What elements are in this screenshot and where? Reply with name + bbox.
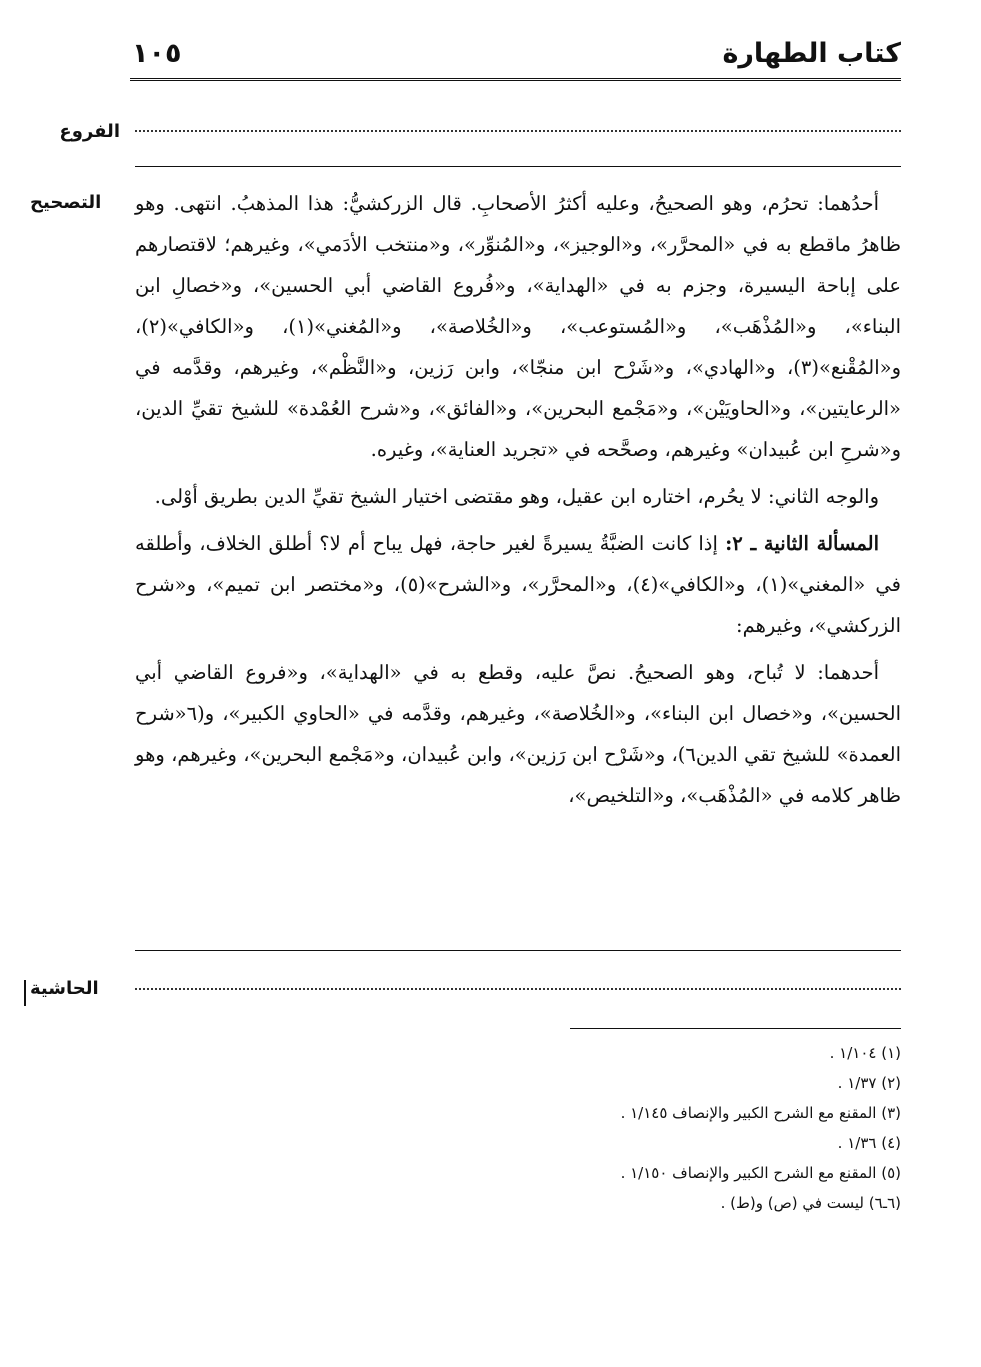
footnote: (٦ـ٦) ليست في (ص) و(ط) . xyxy=(720,1194,901,1212)
furu-dotted-line xyxy=(135,130,901,132)
section-divider-top xyxy=(135,166,901,167)
running-title: كتاب الطهارة xyxy=(722,38,901,69)
footnote: (١) ١/١٠٤ . xyxy=(829,1044,901,1062)
tashih-label: التصحيح xyxy=(30,192,102,213)
paragraph-3 xyxy=(135,523,901,646)
footnote: (٣) المقنع مع الشرح الكبير والإنصاف ١/١٤٥ . xyxy=(620,1104,901,1122)
section-divider-bottom xyxy=(135,950,901,951)
issue-heading: المسألة الثانية ـ ٢: xyxy=(725,532,879,555)
paragraph-3-text: إذا كانت الضبَّةُ يسيرةً لغير حاجة، فهل يباح أم لا؟ أطلق الخلاف، وأطلقه في «المغني»(١)، و«الكافي»(٤)، و«المحرَّر»، و«الشرح»(٥)، و«مختصر ابن تميم»، و«شرح الزركشي»، وغيرهم: xyxy=(135,532,901,637)
hashiya-bar xyxy=(24,980,26,1006)
header-rule xyxy=(130,78,901,81)
furu-label: الفروع xyxy=(59,121,120,142)
paragraph-1: أحدُهما: تحرُم، وهو الصحيحُ، وعليه أكثرُ الأصحابِ. قال الزركشيُّ: هذا المذهبُ. انتهى. وهو ظاهرُ ماقطع به في «المحرَّر»، و«الوجيز»، و«المُنوِّر»، و«منتخب الأدَمي»، وغيرهم؛ لاقتصارهم على إباحة اليسيرة، وجزم به في «الهداية»، و«فُروع القاضي أبي الحسين»، و«خصالِ ابن البناء»، و«المُذْهَب»، و«المُستوعب»، و«الخُلاصة»، و«المُغني»(١)، و«الكافي»(٢)، و«المُقْنع»(٣)، و«الهادي»، و«شَرْح ابن منجّا»، وابن رَزين، و«النَّظْم»، وغيرهم، وقدَّمه في «الرعايتين»، و«الحاويَيْن»، و«مَجْمع البحرين»، و«الفائق»، و«شرح العُمْدة» للشيخ تقيِّ الدين، و«شرحِ ابن عُبيدان» وغيرهم، وصحَّحه في «تجريد العناية»، وغيره. xyxy=(135,192,901,461)
hashiya-dotted-line xyxy=(135,988,901,990)
page-number: ١٠٥ xyxy=(132,38,182,69)
footnotes xyxy=(201,1038,901,1218)
hashiya-label: الحاشية xyxy=(30,978,99,999)
footnote: (٢) ١/٣٧ . xyxy=(837,1074,901,1092)
main-text xyxy=(135,183,901,822)
footnote-rule xyxy=(570,1028,901,1029)
footnote: (٤) ١/٣٦ . xyxy=(837,1134,901,1152)
paragraph-2: والوجه الثاني: لا يحُرم، اختاره ابن عقيل، وهو مقتضى اختيار الشيخ تقيِّ الدين بطريق أوْلى. xyxy=(154,485,879,508)
footnote: (٥) المقنع مع الشرح الكبير والإنصاف ١/١٥٠ . xyxy=(620,1164,901,1182)
paragraph-4: أحدهما: لا تُباح، وهو الصحيحُ. نصَّ عليه، وقطع به في «الهداية»، و«فروع القاضي أبي الحسين»، و«خصال ابن البناء»، و«الخُلاصة»، وغيرهم، وقدَّمه في «الحاوي الكبير»، و(٦«شرح العمدة» للشيخ تقي الدين٦)، و«شَرْح ابن رَزين»، وابن عُبيدان، و«مَجْمع البحرين»، وغيرهم، وهو ظاهر كلامه في «المُذْهَب»، و«التلخيص»، xyxy=(135,661,901,807)
